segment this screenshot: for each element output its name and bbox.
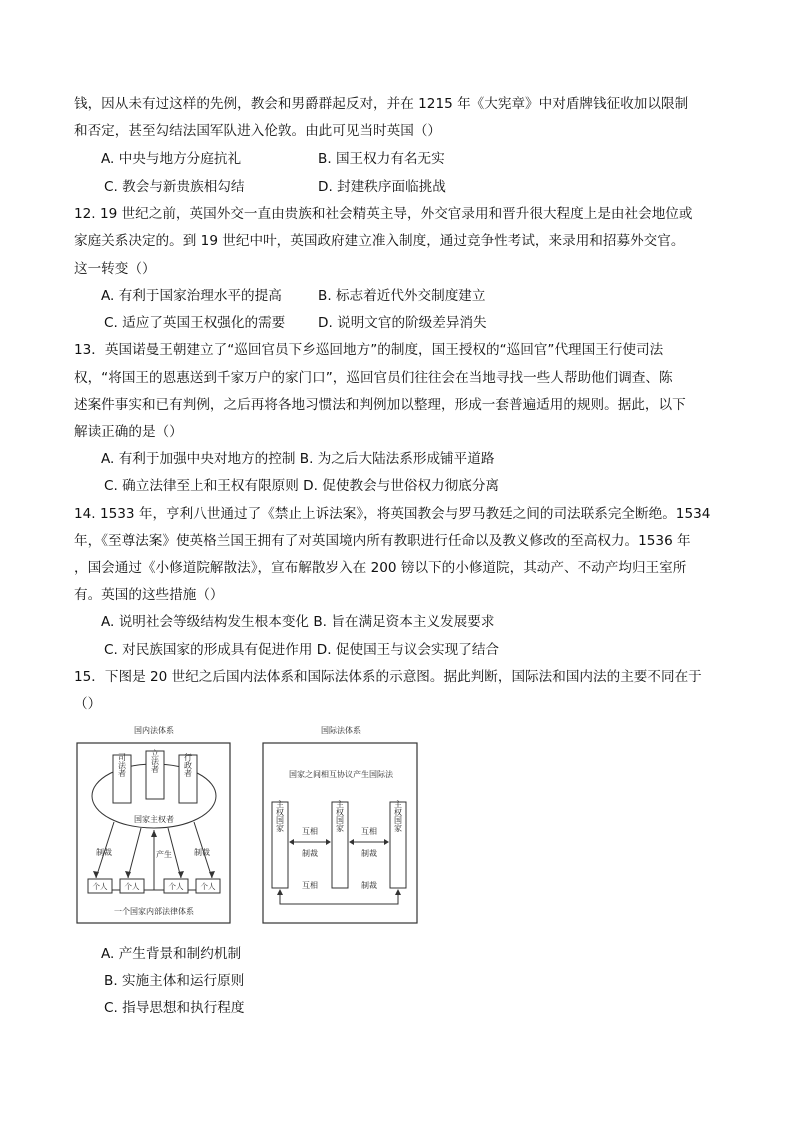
person-label-3: 个人 (168, 882, 184, 891)
mutual-label-2: 互相 (361, 827, 377, 836)
q15-option-b[interactable]: B. 实施主体和运行原则 (104, 973, 245, 989)
q12-option-d[interactable]: D. 说明文官的阶级差异消失 (318, 315, 487, 331)
state-label-left: 主权国家 (275, 800, 285, 832)
bottom-restrict-label: 制裁 (361, 881, 377, 890)
q13-text-line3: 述案件事实和已有判例，之后再将各地习惯法和判例加以整理，形成一套普遍适用的规则。据此，以下 (74, 397, 686, 413)
restrict-label-2: 制裁 (361, 849, 377, 858)
q13-options-cd[interactable]: C. 确立法律至上和王权有限原则 D. 促使教会与世俗权力彻底分离 (104, 478, 499, 494)
q11-option-c[interactable]: C. 教会与新贵族相勾结 (104, 179, 245, 195)
q14-text-line3: ，国会通过《小修道院解散法》，宣布解散岁入在 200 镑以下的小修道院，其动产、不动产均归王室所 (74, 560, 687, 576)
sovereign-label: 国家主权者 (134, 815, 174, 824)
q12-text-line3: 这一转变（） (74, 261, 156, 277)
q13-text-line2: 权，“将国王的恩惠送到千家万户的家门口”，巡回官员们往往会在当地寻找一些人帮助他们调查、陈 (74, 370, 673, 386)
international-law-diagram (262, 718, 420, 926)
q12-option-c[interactable]: C. 适应了英国王权强化的需要 (104, 315, 286, 331)
international-header: 国家之间相互协议产生国际法 (289, 770, 393, 779)
domestic-law-diagram (76, 718, 232, 926)
q14-options-ab[interactable]: A. 说明社会等级结构发生根本变化 B. 旨在满足资本主义发展要求 (101, 614, 495, 630)
q12-text-line2: 家庭关系决定的。到 19 世纪中叶，英国政府建立准入制度，通过竞争性考试，来录用和招募外交官。 (74, 233, 685, 249)
domestic-diagram-title: 国内法体系 (134, 726, 174, 735)
domestic-diagram-caption: 一个国家内部法律体系 (114, 907, 194, 916)
executive-label: 行政者 (183, 753, 193, 777)
q13-text-line1: 13．英国诺曼王朝建立了“巡回官员下乡巡回地方”的制度，国王授权的“巡回官”代理国王行使司法 (74, 342, 664, 358)
produce-label: 产生 (156, 850, 172, 859)
bottom-mutual-label: 互相 (302, 881, 318, 890)
q11-text-line1: 钱，因从未有过这样的先例，教会和男爵群起反对，并在 1215 年《大宪章》中对盾牌钱征收加以限制 (74, 96, 689, 112)
q11-option-d[interactable]: D. 封建秩序面临挑战 (318, 179, 446, 195)
q15-text-line2: （） (74, 696, 102, 712)
q14-text-line4: 有。英国的这些措施（） (74, 587, 224, 603)
legislature-label: 立法者 (150, 749, 160, 773)
restrict-label-1: 制裁 (302, 849, 318, 858)
q12-option-b[interactable]: B. 标志着近代外交制度建立 (318, 288, 486, 304)
right-sanction-label: 制裁 (194, 848, 210, 857)
mutual-label-1: 互相 (302, 827, 318, 836)
person-label-1: 个人 (92, 882, 108, 891)
judiciary-label: 司法者 (117, 753, 127, 777)
left-sanction-label: 制裁 (96, 848, 112, 857)
state-label-middle: 主权国家 (335, 800, 345, 832)
q15-text-line1: 15．下图是 20 世纪之后国内法体系和国际法体系的示意图。据此判断，国际法和国内法的主要不同在于 (74, 669, 702, 685)
state-label-right: 主权国家 (393, 800, 403, 832)
person-label-4: 个人 (200, 882, 216, 891)
q12-option-a[interactable]: A. 有利于国家治理水平的提高 (101, 288, 282, 304)
q11-option-b[interactable]: B. 国王权力有名无实 (318, 151, 445, 167)
international-diagram-title: 国际法体系 (321, 726, 361, 735)
q14-options-cd[interactable]: C. 对民族国家的形成具有促进作用 D. 促使国王与议会实现了结合 (104, 642, 499, 658)
q13-text-line4: 解读正确的是（） (74, 424, 183, 440)
person-label-2: 个人 (124, 882, 140, 891)
q14-text-line2: 年，《至尊法案》使英格兰国王拥有了对英国境内所有教职进行任命以及教义修改的至高权力。1536 年 (74, 533, 691, 549)
q11-option-a[interactable]: A. 中央与地方分庭抗礼 (101, 151, 242, 167)
q13-options-ab[interactable]: A. 有利于加强中央对地方的控制 B. 为之后大陆法系形成铺平道路 (101, 451, 495, 467)
q14-text-line1: 14. 1533 年，亨利八世通过了《禁止上诉法案》，将英国教会与罗马教廷之间的司法联系完全断绝。1534 (74, 506, 711, 522)
q15-option-a[interactable]: A. 产生背景和制约机制 (101, 946, 242, 962)
q15-option-c[interactable]: C. 指导思想和执行程度 (104, 1000, 245, 1016)
q12-text-line1: 12. 19 世纪之前，英国外交一直由贵族和社会精英主导，外交官录用和晋升很大程度上是由社会地位或 (74, 206, 693, 222)
q11-text-line2: 和否定，甚至勾结法国军队进入伦敦。由此可见当时英国（） (74, 123, 442, 139)
